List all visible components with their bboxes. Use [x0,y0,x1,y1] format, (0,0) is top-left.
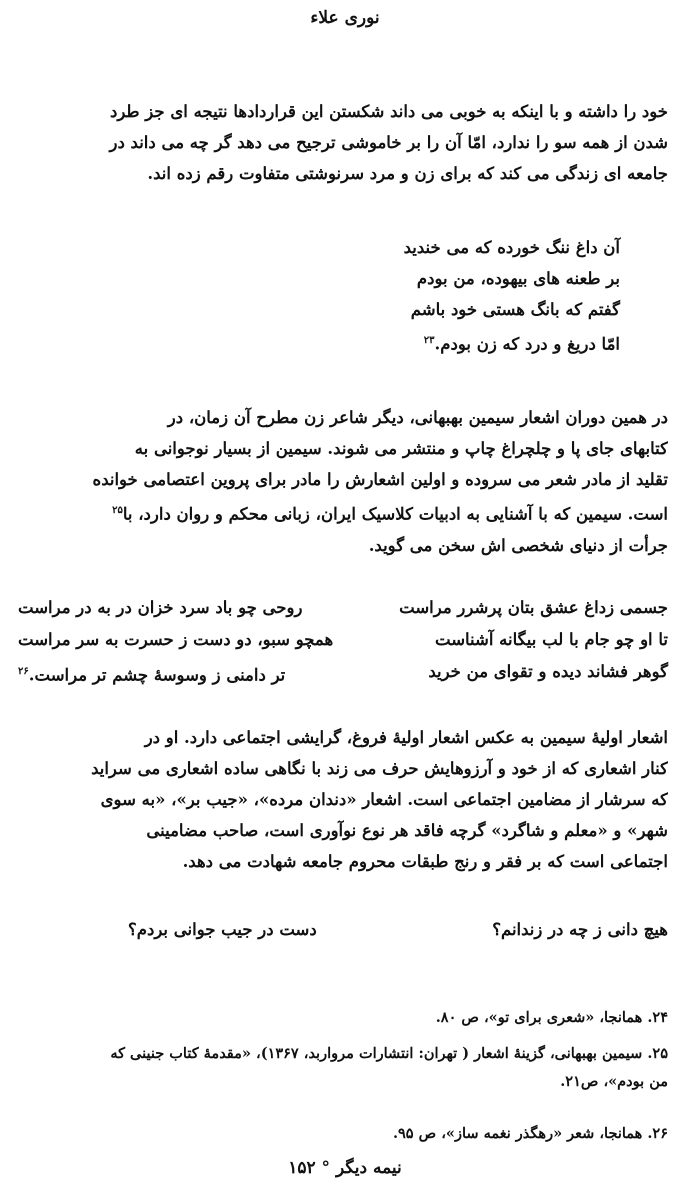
paragraph-2-line: تقلید از مادر شعر می سروده و اولین اشعارش را مادر برای پروین اعتصامی خوانده [92,470,668,489]
paragraph-3-line: اجتماعی است که بر فقر و رنج طبقات محروم جامعه شهادت می دهد. [182,852,668,871]
paragraph-2-line: جرأت از دنیای شخصی اش سخن می گوید. [368,535,668,555]
page-footer: نیمه دیگر ° ۱۵۲ [288,1158,402,1178]
poem-1-line: بر طعنه های بیهوده، من بودم [416,269,620,288]
footnote-25 [20,1040,668,1096]
running-header: نوری علاء [310,8,380,28]
paragraph-3-line: شهر» و «معلم و شاگرد» گرچه فاقد هر نوع نوآوری است، صاحب مضامینی [146,821,668,840]
paragraph-2 [20,402,668,561]
poem-1-line: آن داغ ننگ خورده که می خندید [403,238,620,257]
poem-1-line: گفتم که بانگ هستی خود باشم [410,300,620,319]
paragraph-1-line: خود را داشته و با اینکه به خوبی می داند شکستن این قراردادها نتیجه ای جز طرد [109,102,668,121]
poem-1-last-text: امّا دریغ و درد که زن بودم. [434,334,620,354]
footnote-25-line: من بودم»، ص۲۱. [560,1073,668,1090]
paragraph-1 [20,96,668,189]
paragraph-2-line [20,495,668,530]
paragraph-3-line: که سرشار از مضامین اجتماعی است. اشعار «دندان مرده»، «جیب بر»، «به سوی [100,790,668,809]
couplet-row [18,624,668,656]
footnote-ref-26: ۲۶ [18,666,29,677]
couplet-second-hemistich [18,656,285,692]
poem-1 [100,232,620,360]
paragraph-2-line-text: است. سیمین که با آشنایی به ادبیات کلاسیک ایران، زبانی محکم و روان دارد، با [122,504,668,524]
couplet-second-hemistich: همچو سبو، دو دست ز حسرت به سر مراست [18,630,334,649]
paragraph-2-line: در همین دوران اشعار سیمین بهبهانی، دیگر شاعر زن مطرح آن زمان، در [167,408,668,427]
paragraph-3-line: اشعار اولیهٔ سیمین به عکس اشعار اولیهٔ فروغ، گرایشی اجتماعی دارد. او در [144,728,668,747]
paragraph-2-line: کتابهای جای پا و چلچراغ چاپ و منتشر می شوند. سیمین از بسیار نوجوانی به [134,439,668,458]
paragraph-1-line: شدن از همه سو را ندارد، امّا آن را بر خاموشی ترجیح می دهد گر چه می داند در [109,133,668,152]
couplet-last-text: تر دامنی ز وسوسهٔ چشم تر مراست. [28,665,286,685]
footnote-ref-25: ۲۵ [112,505,123,516]
closing-verse-first: هیچ دانی ز چه در زندانم؟ [492,920,668,939]
footnote-26: ۲۶. همانجا، شعر «رهگذر نغمه ساز»، ص ۹۵. [392,1125,668,1142]
couplet-first-hemistich: جسمی زداغ عشق بتان پرشرر مراست [399,598,668,617]
footnote-24: ۲۴. همانجا، «شعری برای تو»، ص ۸۰. [435,1009,668,1026]
footnote-ref-23: ۲۳ [423,335,435,346]
couplet-row [18,656,668,692]
closing-verse-second: دست در جیب جوانی بردم؟ [128,920,317,939]
couplet-first-hemistich: تا او چو جام با لب بیگانه آشناست [435,630,668,649]
closing-verse [128,920,668,939]
footnote-25-line: ۲۵. سیمین بهبهانی، گزینهٔ اشعار ( تهران: انتشارات مرواربد، ۱۳۶۷)، «مقدمهٔ کتاب جنینی که [110,1045,668,1062]
couplet-row [18,592,668,624]
poem-1-line [100,325,620,360]
paragraph-3 [20,722,668,877]
couplet-second-hemistich: روحی چو باد سرد خزان در به در مراست [18,598,303,617]
couplet-first-hemistich: گوهر فشاند دیده و تقوای من خرید [428,662,668,681]
poem-2-couplets [18,592,668,692]
paragraph-1-line: جامعه ای زندگی می کند که برای زن و مرد سرنوشتی متفاوت رقم زده اند. [147,164,668,183]
paragraph-3-line: کنار اشعاری که از خود و آرزوهایش حرف می زند با نگاهی ساده اشعاری می سراید [91,759,668,778]
